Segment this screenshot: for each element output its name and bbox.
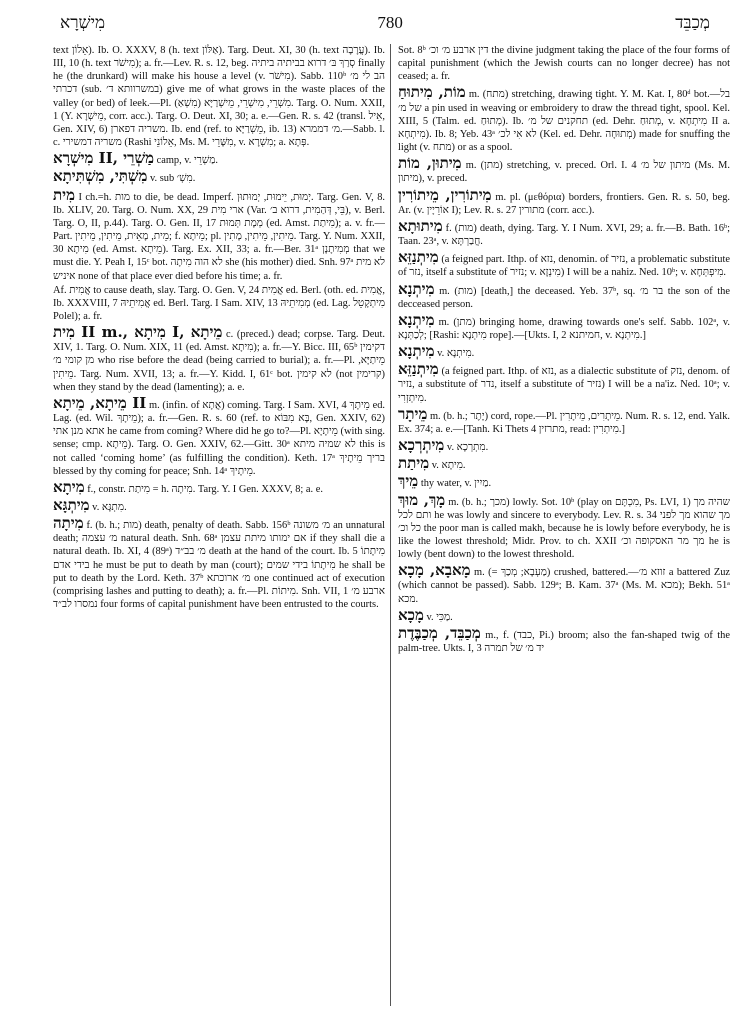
dictionary-entry: [398, 187, 730, 217]
entry-headword: מִית: [53, 185, 75, 204]
dictionary-entry: [398, 44, 730, 83]
entry-text: text אֵלוֹן). Ib. O. XXXV, 8 (h. text אַלּוֹן). Targ. Deut. XI, 30 (h. text עֲרָבָה). Ib. III, 10 (h. text מִישֹׁר); a. fr.—Lev. R. s. 12, beg. סְרַךְ בּ׳ דרוא בביתיה ביתיה finally he (the drunkard) will make his house a level (v. מִישֹׁר). Sabb. 110ᵇ הב לי מ׳ דכרתי (sub. במשרוותא ד׳) give me of what grows in the waste places of the valley (or bed) of leek.—Pl. מִשְׁרֵי, מִישְׁרֵי, מֵישְׁרַיָּא (מִשְׁאַ). Targ. O. Num. XXII, 1 (Y. מֵישְׁרָא, corr. acc.). Targ. O. Deut. XI, 30; a. e.—Gen. R. s. 42 (transl. אֵיל, Gen. XIV, 6) משריה דפארן. Ib. end (ref. to מֵשְׁרַיָּא, ib. 13) מ׳ דממרא.—Sabb. l. c. משריה דמשירי (Rashi אֵלוֹנֵי, Ms. M. מִשָּׁרֵי, v. מִשְׁרָא; a. פְּתָא.: [53, 45, 385, 149]
right-column: [398, 44, 730, 1006]
dictionary-entry: [53, 497, 385, 514]
entry-headword: מֵיתָר: [398, 404, 428, 423]
dictionary-entry: [398, 249, 730, 279]
dictionary-entry: [53, 44, 385, 149]
entry-text: f. (b. h.; מות) death, penalty of death. Sabb. 156ᵇ מ׳ משונה an unnatural death; מ׳ עצמה natural death. Snh. 68ᵃ אם ימותו מיתת עצמן if they shall die a natural death. Ib. XI, 4 (89ᵃ) מ׳ בב״ד death at the hand of the court. Ib. 5 מִיתָתוֹ בידי אדם he must be put to death by man (court); מִיתָתוֹ בידי שמים he shall be put to death by the Lord. Keth. 37ᵇ מ׳ ארוכתא one continued act of execution (comprising lashes and putting to death); a. fr.—Pl. מִיתוֹת. Snh. VII, 1 ארבע מ׳ נמסרו לב״ד four forms of capital punishment have been entrusted to the courts.: [53, 520, 385, 611]
dictionary-entry: [53, 187, 385, 283]
entry-text: c. (preced.) dead; corpse. Targ. Deut. XIV, 1. Targ. O. Num. XIX, 11 (ed. Amst. מִיתָא); a. fr.—Y. Bicc. III, 65ᵇ דקימין מן קומי מ׳ who rise before the dead (being carried to burial); a. fr.—Pl. מֵיתַיָּא, מֵיתִין. Targ. Num. XVII, 13; a. fr.—Y. Kidd. I, 61ᶜ bot. לא קימין (not קרימין) when they stand by the dead (lamenting); a. e.: [53, 329, 385, 393]
entry-headword: מָכָא: [398, 605, 424, 624]
dictionary-entry: [53, 515, 385, 611]
entry-text: (a feigned part. Ithp. of נזא, as a dialectic substitute of נזק, denom. of נזיר, a substitute of נדר, itself a substitute of נזיר) I will be a na'iz. Ned. 10ᵃ; v. מִיתְזְרִי.: [398, 366, 730, 404]
entry-text: v. מִתְרְכָא.: [446, 442, 489, 454]
entry-headword: מִית II m., מִיתָא I, מֵיתָא: [53, 323, 223, 342]
entry-headword: מִיתְרְכָא: [398, 436, 445, 455]
entry-text: m. (מתן) stretching, v. preced. Orl. I. 4 מיתון של מ׳ (Ms. M. מיתון), v. preced.: [398, 160, 730, 185]
entry-text: v. sub מִשְׁ׳.: [150, 173, 196, 185]
entry-text: thy water, v. מַיִין.: [420, 478, 492, 490]
dictionary-entry: [398, 607, 730, 624]
dictionary-entry: [398, 343, 730, 360]
entry-text: m. (מות) [death,] the deceased. Yeb. 37ᵇ, sq. בר מ׳ the son of the decceased person.: [398, 285, 730, 310]
left-column: [53, 44, 385, 1006]
dictionary-entry: [53, 284, 385, 323]
dictionary-entry: [398, 437, 730, 454]
entry-headword: מִיתְנַזֵּא: [398, 248, 439, 267]
dictionary-entry: [398, 312, 730, 342]
entry-headword: מֵיךְ: [398, 472, 419, 491]
entry-headword: מִיתְנָא: [398, 279, 435, 298]
dictionary-entry: [398, 155, 730, 185]
entry-headword: מִיתָא: [53, 477, 85, 496]
entry-headword: מִיתוֹרִין, מֵיתוֹרִין: [398, 185, 492, 204]
dictionary-entry: [398, 455, 730, 472]
entry-text: v. מִיתְנָא.: [437, 348, 475, 360]
entry-headword: מוֹת, מִיתוּחַ: [398, 83, 466, 102]
dictionary-entry: [398, 562, 730, 605]
entry-text: m. (= מַעְבָא; מְכַךְ) crushed, battered.—זוזא מ׳ a battered Zuz (which cannot be passed). Sabb. 129ᵃ; B. Kam. 37ᵃ (Ms. M. מכא); Bekh. 51ᵃ מכא.: [398, 567, 730, 605]
entry-text: m. (מתן) bringing home, drawing towards one's self. Sabb. 102ᵃ, v. לְכַתְּנָא; [Rashi: מִיתְנָא rope].—[Ukts. I, 2 חמיתנא, v. מִיתְנָא.]: [398, 316, 730, 341]
dictionary-entry: [398, 625, 730, 655]
dictionary-entry: [53, 395, 385, 478]
entry-text: v. מַכִּי.: [426, 611, 453, 623]
entry-headword: מִישְׁרָא II, מַשְׁרֵי: [53, 149, 154, 168]
entry-text: m. (מתח) stretching, drawing tight. Y. M. Kat. I, 80ᵈ bot.—בל של מ׳ a pin used in weaving or embroidery to draw the thread tight, spool. Kel. XIII, 5 (Talm. ed. מְתוּחַ). Ib. תחקנים של מ׳ (ed. Dehr. מְתוּחַ, v. מִיתְחָא II a. מִיתְחָא). Ib. 8; Yeb. 43ᵃ לא אִי לכ׳ (Kel. ed. Dehr. מְתוּחָה) made for snuffing the light (v. מתח) or as a spool.: [398, 89, 730, 154]
entry-text: (a feigned part. Ithp. of נזא, denomin. of נזיר, a problematic substitute of נזר, itself a substitute of נזיר; v. מִינְזָא) I will be a nahiz. Ned. 10ᵇ; v. מִיפְתְּחָא.: [398, 254, 730, 279]
entry-text: m. (b. h.; יֶתֶר) cord, rope.—Pl. מֵיתָרִים, מֵיתָרִין. Num. R. s. 12, end. Yalk. Ex. 374; a. e.—[Tanh. Ki Thets 4 מתרזין, read: מִיתְרִין.]: [398, 410, 730, 435]
dictionary-entry: [398, 281, 730, 311]
page-header: [60, 6, 710, 40]
entry-text: m., f. (כבד, Pi.) broom; also the fan-shaped twig of the palm-tree. Ukts. I, 3 יד מ׳ של תמרה: [398, 629, 730, 655]
dictionary-entry: [398, 406, 730, 436]
entry-text: f., constr. מִיתַת = h. מִיתָה. Targ. Y. I Gen. XXXV, 8; a. e.: [87, 483, 323, 495]
entry-headword: מִיתָה: [53, 514, 84, 533]
column-divider: [390, 44, 391, 1006]
header-left-guideword: מִישְׁרָא: [60, 13, 106, 33]
entry-headword: מִיתוּתָא: [398, 216, 443, 235]
entry-text: I ch.=h. מות to die, be dead. Imperf. יְמוּת, יֵימוּת, יְמוּתוּן. Targ. Gen. V, 8. Ib. XLIV, 20. Targ. O. Num. XX, 29 ארי מִית (Var. בֵּי, דְּהַמִית, דרוא ב׳), v. Berl. Targ. O, II, p.44). Targ. O. Gen. II, 17 מְמָת תְּמוּת (ed. Amst. מִיתַת); a. v. fr.—Part. מֵית, מָאֵית, מֵיתִין, מֵיתִין; f. מֵיתָא; pl. מֵיתִין, מֵיתִין, מָתִין. Targ. Y. Num. XXII, 30 מִיתָא (ed. Amst. מֵיתָא). Targ. Ex. XII, 33; a. fr.—Ber. 31ᵃ מְמִיתָנָן that we must die. Y. Peah I, 15ᶜ bot. לא הוה מִיתָה she (his mother) died. Snh. 97ᵃ לא מית איניש none of that place ever died before his time; a. fr.: [53, 191, 385, 282]
entry-text: v. מִתְגָּא.: [92, 502, 127, 513]
entry-headword: מִיתַת: [398, 454, 430, 473]
dictionary-entry: [53, 479, 385, 496]
dictionary-entry: [398, 84, 730, 154]
entry-text: m. (b. h.; מכך) lowly. Sot. 10ᵇ (play on מִכְתָּם, Ps. LVI, 1) שהיה מך ותם לכל he was lowly and sincere to everybody. Lev. R. s. 34 מך שהוא מך לפני כל וכ׳ the poor man is called makh, because he is lowly before everybody, he is like the lowest threshold; Midr. Prov. to ch. XXII מך מר האסקופה וכ׳ he is lowly (bent down) to the lowest threshold.: [398, 496, 730, 561]
entry-text: m. pl. (μεθόρια) borders, frontiers. Gen. R. s. 50, beg. Ar. (v. אוֹרֵיָין I); Lev. R. s. 27 מתורין (corr. acc.).: [398, 191, 730, 216]
dictionary-entry: [398, 492, 730, 562]
entry-headword: מִיתְגָּא: [53, 496, 90, 514]
dictionary-entry: [398, 361, 730, 404]
entry-headword: מָךְ, מוּךְ: [398, 490, 446, 509]
entry-text: camp, v. מַשְׁרֵי.: [156, 155, 218, 167]
entry-headword: מִיתְנַזֵּא: [398, 360, 439, 379]
dictionary-entry: [53, 168, 385, 185]
page-number: 780: [377, 13, 403, 32]
dictionary-entry: [398, 473, 730, 490]
dictionary-entry: [398, 218, 730, 248]
header-right-guideword: מְכַבֵּד: [675, 13, 710, 33]
dictionary-entry: [53, 324, 385, 394]
entry-text: f. (מות) death, dying. Targ. Y. I Num. XVI, 29; a. fr.—B. Bath. 16ᵇ; Taan. 23ᵃ, v. חֲבַרְתָּא.: [398, 222, 730, 248]
entry-text: v. מִיתָא.: [431, 460, 466, 472]
entry-headword: מִיתוּן, מוֹת: [398, 154, 462, 173]
entry-text: Sot. 8ᵇ דין ארבע מ׳ וכ׳ the divine judgment taking the place of the four forms of capital punishment (which the Jewish courts can no longer decree) has not ceased; a. fr.: [398, 45, 730, 83]
entry-headword: מֵיתָא, מֵיתָא II: [53, 393, 147, 412]
entry-text: m. (infin. of אֲתָא) coming. Targ. I Sam. XVI, 4 מֵיתָךְ ed. Lag. (ed. Wil. מֵיתָךְ); a. fr.—Gen. R. s. 60 (ref. to בָּא מִבּוֹא, Gen. XXIV, 62) אתא מנן אתי he came from coming? Where did he go to?—Pl. מֵיתָיָא (with sing. sense; cmp. מֵיתָא). Targ. O. Gen. XXIV, 62.—Gitt. 30ᵃ לא שמיה מיתא this is not called ‘coming home’ (as fulfilling the condition). Keth. 17ᵃ בריך מֵיתָיךְ blessed by thy coming for peace; Snh. 14ᵃ מֵיתָיךְ.: [53, 399, 385, 477]
entry-headword: מָאבָא, מָכָא: [398, 561, 471, 580]
dictionary-entry: [53, 150, 385, 167]
entry-headword: מִיתְנָא: [398, 342, 435, 361]
entry-headword: מְכַבֵּד, מְכַבֶּדֶת: [398, 623, 481, 642]
entry-headword: מִיתְנָא: [398, 310, 435, 329]
entry-headword: מִשְׁתִּי, מִשְׁתִּיתָא: [53, 167, 148, 186]
entry-text: Af. אֲמִית to cause death, slay. Targ. O. Gen. V, 24 אֲמִית ed. Berl. (oth. ed. אֲמִית, Ib. XXXVIII, 7 אֲמִיתֵיהּ ed. Berl. Targ. I Sam. XIV, 13 מְמִיתֵיהּ (ed. Lag. מִיתְקָטֵל Polel); a. fr.: [53, 284, 385, 322]
